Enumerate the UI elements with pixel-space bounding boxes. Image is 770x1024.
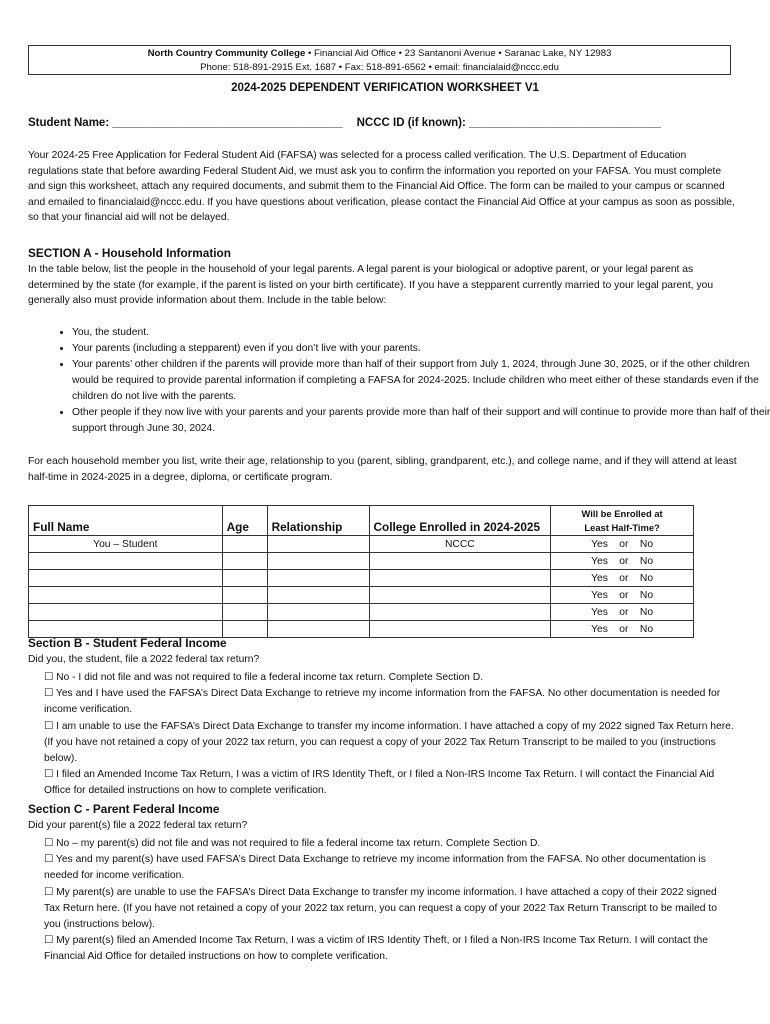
parent-income-option-tax-return[interactable]: ☐ My parent(s) are unable to use the FAFSA’s Direct Data Exchange to transfer my income information. I have attached a copy of their 2022 signed Tax Return here. (If you have not retained a copy of your 2022 tax return, you can request a copy of your 2022 Tax Return Transcript to be mailed to you (instructions below).	[44, 886, 717, 931]
table-row	[29, 570, 694, 587]
intro-paragraph: Your 2024-25 Free Application for Federal Student Aid (FAFSA) was selected for a process called verification. The U.S. Department of Education regulations state that before awarding Federal Student Aid, we must ask you to confirm the information you reported on your FAFSA. You must complete and sign this worksheet, attach any required documents, and submit them to the Financial Aid Office. The form can be mailed to your campus or scanned and emailed to financialaid@nccc.edu. If you have questions about verification, please contact the Financial Aid Office at your campus as soon as possible, so that your financial aid will not be delayed.	[28, 150, 735, 224]
student-name-field[interactable]: Student Name: ____________________________________	[28, 117, 343, 129]
section-b-options	[44, 670, 734, 800]
name-cell[interactable]	[29, 587, 223, 604]
enrolled-cell[interactable]: Yes or No	[551, 553, 694, 570]
relationship-cell[interactable]	[267, 587, 369, 604]
name-cell[interactable]: You – Student	[29, 536, 223, 553]
section-b-heading: Section B - Student Federal Income	[28, 636, 227, 650]
age-cell[interactable]	[222, 587, 267, 604]
age-cell[interactable]	[222, 621, 267, 638]
enrolled-cell[interactable]: Yes or No	[551, 587, 694, 604]
table-row	[29, 604, 694, 621]
relationship-cell[interactable]	[267, 621, 369, 638]
office-contact: Phone: 518-891-2915 Ext. 1687 • Fax: 518-891-6562 • email: financialaid@nccc.edu	[200, 62, 559, 73]
age-cell[interactable]	[222, 604, 267, 621]
student-income-option-amended[interactable]: ☐ I filed an Amended Income Tax Return, I was a victim of IRS Identity Theft, or I filed a Non-IRS Income Tax Return. I will contact the Financial Aid Office for detailed instructions on how to complete verification.	[44, 769, 715, 797]
college-name: North Country Community College	[147, 48, 306, 59]
section-a-instructions: For each household member you list, write their age, relationship to you (parent, sibling, grandparent, etc.), and college name, and if they will attend at least half-time in 2024-2025 in a degree, diploma, or certificate program.	[28, 456, 737, 483]
name-cell[interactable]	[29, 553, 223, 570]
relationship-cell[interactable]	[267, 553, 369, 570]
college-cell[interactable]	[369, 604, 551, 621]
col-enrolled-line-2: Least Half-Time?	[584, 521, 660, 533]
enrolled-cell[interactable]: Yes or No	[551, 604, 694, 621]
col-full-name: Full Name	[29, 506, 223, 536]
section-c-heading: Section C - Parent Federal Income	[28, 802, 220, 816]
college-cell[interactable]: NCCC	[369, 536, 551, 553]
relationship-cell[interactable]	[267, 536, 369, 553]
list-item: • Your parents (including a stepparent) even if you don’t live with your parents.	[72, 341, 770, 357]
table-header-row	[29, 506, 694, 536]
parent-income-option-no[interactable]: ☐ No – my parent(s) did not file and was not required to file a federal income tax return. Complete Section D.	[44, 838, 541, 849]
list-item: • Your parents’ other children if the parents will provide more than half of their support from July 1, 2024, through June 30, 2025, or if the other children would be required to provide parental information if completing a FAFSA for 2024-2025. Include children who meet either of these standards even if the children do not live with the parents.	[72, 357, 770, 405]
section-a-intro: In the table below, list the people in the household of your legal parents. A legal parent is your biological or adoptive parent, or your legal parent as determined by the state (for example, if the parent is listed on your birth certificate). If you have a stepparent currently married to your legal parent, you generally also must provide information about them. Include in the table below:	[28, 264, 714, 307]
relationship-cell[interactable]	[267, 570, 369, 587]
col-age: Age	[222, 506, 267, 536]
college-cell[interactable]	[369, 587, 551, 604]
section-a-heading: SECTION A - Household Information	[28, 246, 231, 260]
list-item: • Other people if they now live with your parents and your parents provide more than half of their support and will continue to provide more than half of their support through June 30, 2024.	[72, 405, 770, 437]
nccc-id-field[interactable]: NCCC ID (if known): ______________________________	[356, 117, 661, 129]
parent-income-option-yes-dde[interactable]: ☐ Yes and my parent(s) have used FAFSA’s Direct Data Exchange to retrieve my income information from the FAFSA. No other documentation is needed for income verification.	[44, 854, 706, 882]
section-c-question: Did your parent(s) file a 2022 federal tax return?	[28, 820, 248, 831]
table-row	[29, 621, 694, 638]
name-cell[interactable]	[29, 621, 223, 638]
table-row	[29, 587, 694, 604]
col-enrolled-line-1: Will be Enrolled at	[581, 507, 663, 519]
col-enrolled	[551, 506, 694, 536]
age-cell[interactable]	[222, 570, 267, 587]
section-b-question: Did you, the student, file a 2022 federal tax return?	[28, 654, 260, 665]
household-criteria-list	[28, 325, 770, 437]
col-relationship: Relationship	[267, 506, 369, 536]
college-cell[interactable]	[369, 621, 551, 638]
letterhead-line-1	[29, 47, 730, 61]
office-address: • Financial Aid Office • 23 Santanoni Avenue • Saranac Lake, NY 12983	[305, 48, 612, 59]
name-cell[interactable]	[29, 604, 223, 621]
age-cell[interactable]	[222, 553, 267, 570]
parent-income-option-amended[interactable]: ☐ My parent(s) filed an Amended Income Tax Return, I was a victim of IRS Identity Theft, or I filed a Non-IRS Income Tax Return. I will contact the Financial Aid Office for detailed instructions on how to complete verification.	[44, 935, 708, 963]
table-row	[29, 553, 694, 570]
section-c-options	[44, 836, 734, 966]
age-cell[interactable]	[222, 536, 267, 553]
col-college: College Enrolled in 2024-2025	[369, 506, 551, 536]
student-income-option-yes-dde[interactable]: ☐ Yes and I have used the FAFSA’s Direct Data Exchange to retrieve my income information from the FAFSA. No other documentation is needed for income verification.	[44, 688, 721, 716]
name-cell[interactable]	[29, 570, 223, 587]
student-income-option-tax-return[interactable]: ☐ I am unable to use the FAFSA’s Direct Data Exchange to transfer my income information. I have attached a copy of my 2022 signed Tax Return here. (If you have not retained a copy of your 2022 tax return, you can request a copy of your 2022 Tax Return Transcript to be mailed to you (instructions below).	[44, 720, 734, 765]
relationship-cell[interactable]	[267, 604, 369, 621]
household-table	[28, 505, 694, 638]
table-row	[29, 536, 694, 553]
college-cell[interactable]	[369, 553, 551, 570]
student-id-line	[28, 117, 661, 129]
letterhead-box	[28, 45, 731, 75]
college-cell[interactable]	[369, 570, 551, 587]
enrolled-cell[interactable]: Yes or No	[551, 570, 694, 587]
student-income-option-no[interactable]: ☐ No - I did not file and was not required to file a federal income tax return. Complete Section D.	[44, 672, 484, 683]
page-title: 2024-2025 DEPENDENT VERIFICATION WORKSHEET V1	[231, 82, 539, 94]
enrolled-cell[interactable]: Yes or No	[551, 536, 694, 553]
enrolled-cell[interactable]: Yes or No	[551, 621, 694, 638]
list-item: • You, the student.	[72, 325, 770, 341]
